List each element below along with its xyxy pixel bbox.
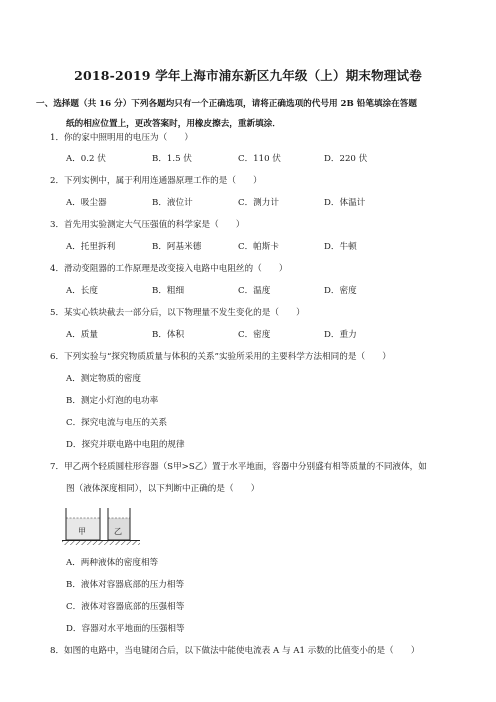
page-title: 2018-2019 学年上海市浦东新区九年级（上）期末物理试卷 — [74, 68, 422, 83]
question-stem: 3．首先用实验测定大气压强值的科学家是（ ） — [50, 220, 245, 230]
option-a: A．长度 — [66, 286, 98, 296]
option-d: D．体温计 — [324, 198, 366, 208]
option-row — [66, 284, 410, 296]
option-d: D．重力 — [324, 330, 357, 340]
option-row — [66, 240, 410, 252]
option-row — [66, 152, 410, 164]
containers-figure — [62, 502, 144, 548]
option-d: D．密度 — [324, 286, 357, 296]
option-d: D．牛顿 — [324, 242, 357, 252]
option-b: B．液体对容器底部的压力相等 — [66, 580, 185, 590]
option-c: C．110 伏 — [238, 154, 281, 164]
option-b: B．测定小灯泡的电功率 — [66, 396, 159, 406]
question-stem: 6．下列实验与“探究物质质量与体积的关系”实验所采用的主要科学方法相同的是（ ） — [50, 352, 391, 362]
option-b: B．体积 — [152, 330, 185, 340]
section-instructions — [36, 94, 456, 134]
question-stem-continued: 图（液体深度相同），以下判断中正确的是（ ） — [66, 484, 260, 494]
option-a: A．测定物质的密度 — [66, 374, 141, 384]
option-c: C．探究电流与电压的关系 — [66, 418, 168, 428]
option-d: D．探究并联电路中电阻的规律 — [66, 440, 185, 450]
option-c: C．密度 — [238, 330, 271, 340]
option-b: B．阿基米德 — [152, 242, 202, 252]
question-stem: 7．甲乙两个轻质圆柱形容器（S甲>S乙）置于水平地面，容器中分别盛有相等质量的不同液体，如 — [50, 462, 427, 472]
ground-hatch — [62, 541, 140, 545]
question-stem: 2．下列实例中，属于利用连通器原理工作的是（ ） — [50, 176, 262, 186]
option-c: C．液体对容器底部的压强相等 — [66, 602, 185, 612]
option-c: C．测力计 — [238, 198, 279, 208]
container-jia-label: 甲 — [78, 527, 86, 536]
section-line-2: 纸的相应位置上，更改答案时，用橡皮擦去，重新填涂． — [66, 119, 281, 129]
option-b: B．1.5 伏 — [152, 154, 192, 164]
question-stem: 5．某实心铁块截去一部分后，以下物理量不发生变化的是（ ） — [50, 308, 305, 318]
question-stem: 8．如图的电路中，当电键闭合后，以下做法中能使电流表 A 与 A1 示数的比值变小的是（ ） — [50, 646, 420, 656]
option-a: A．托里拆利 — [66, 242, 116, 252]
question-stem: 4．滑动变阻器的工作原理是改变接入电路中电阻丝的（ ） — [50, 264, 288, 274]
option-d: D．220 伏 — [324, 154, 368, 164]
option-a: A．0.2 伏 — [66, 154, 106, 164]
section-line-1: 一、选择题（共 16 分）下列各题均只有一个正确选项，请将正确选项的代号用 2B 铅笔填涂在答题 — [36, 99, 417, 109]
option-b: B．粗细 — [152, 286, 185, 296]
option-a: A．两种液体的密度相等 — [66, 558, 159, 568]
container-yi-label: 乙 — [114, 527, 122, 536]
option-c: C．帕斯卡 — [238, 242, 279, 252]
option-b: B．液位计 — [152, 198, 193, 208]
option-c: C．温度 — [238, 286, 271, 296]
option-row — [66, 196, 410, 208]
option-row — [66, 328, 410, 340]
option-d: D．容器对水平地面的压强相等 — [66, 624, 185, 634]
option-a: A．吸尘器 — [66, 198, 107, 208]
option-a: A．质量 — [66, 330, 98, 340]
question-stem: 1．你的家中照明用的电压为（ ） — [50, 133, 193, 143]
